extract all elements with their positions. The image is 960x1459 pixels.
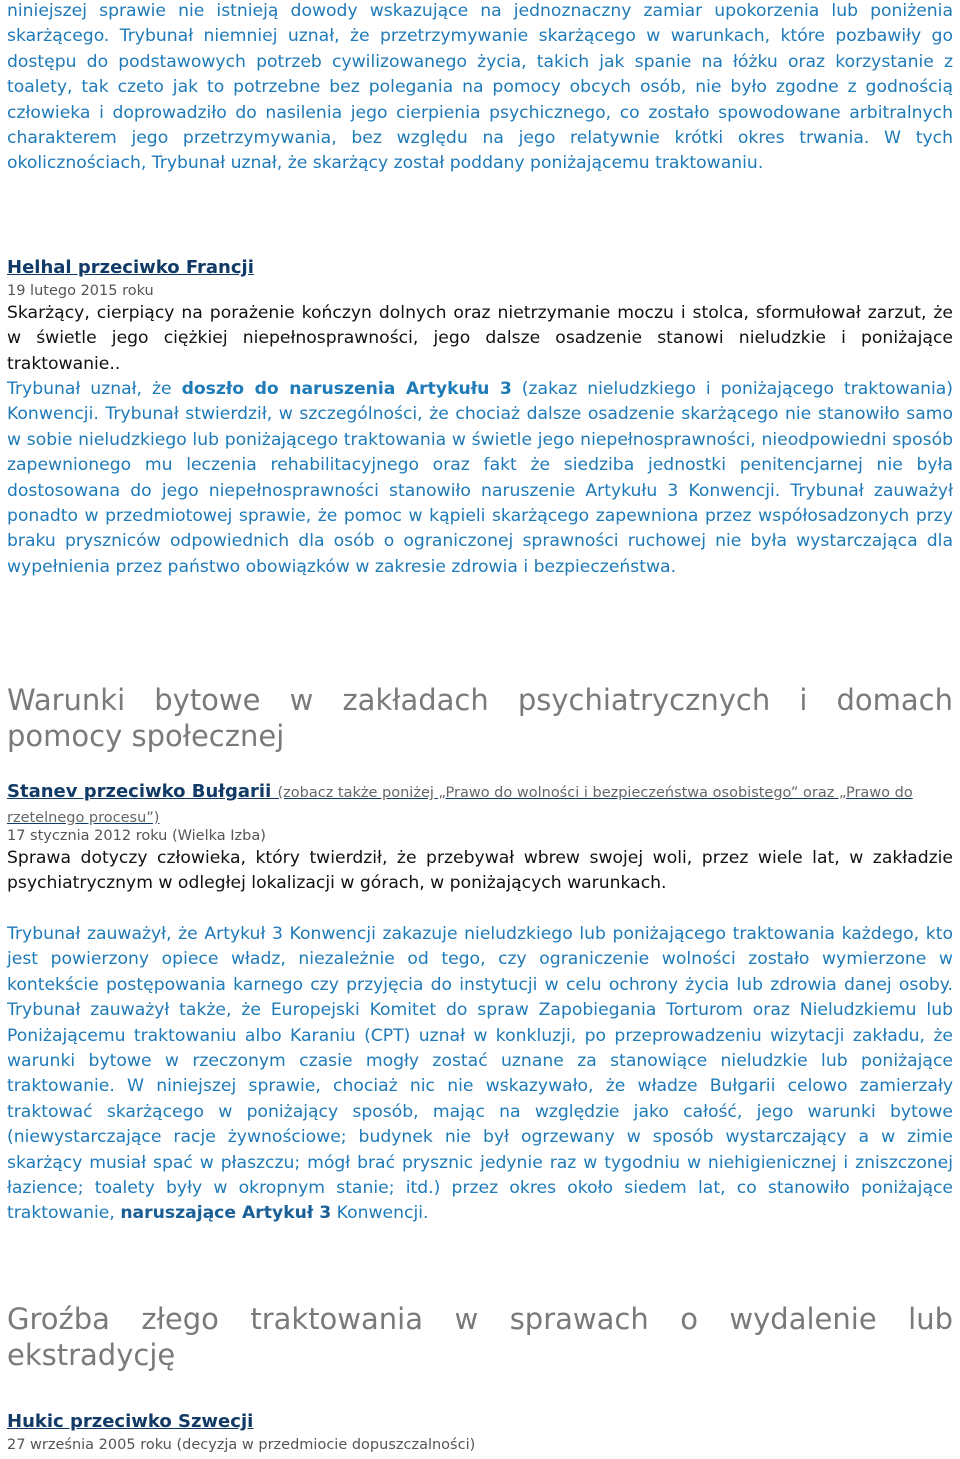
see-also-note: (zobacz także poniżej „Prawo do wolności i bezpieczeństwa osobistego” oraz „Prawo do rzetelnego procesu”) [7, 785, 913, 826]
case-link-helhal[interactable]: Helhal przeciwko Francji [7, 257, 254, 278]
ruling-text: (zakaz nieludzkiego i poniżającego traktowania) Konwencji. Trybunał stwierdził, w szczególności, że chociaż dalsze osadzenie skarżącego nie stanowiło samo w sobie nieludzkiego lub poniżającego traktowania w świetle jego niepełnosprawności, nieodpowiedni sposób zapewnionego mu leczenia rehabilitacyjnego oraz fakt że siedziba jednostki penitencjarnej nie była dostosowana do jego niepełnosprawności stanowiło naruszenie Artykułu 3 Konwencji. Trybunał zauważył ponadto w przedmiotowej sprawie, że pomoc w kąpieli skarżącego zapewniona przez współosadzonych przy braku pryszniców odpowiednich dla osób o ograniczonej sprawności ruchowej nie była wystarczająca dla wypełnienia przez państwo obowiązków w zakresie zdrowia i bezpieczeństwa. [7, 379, 954, 577]
case-ruling-stanev [7, 922, 953, 1227]
case-date-hukic: 27 września 2005 roku (decyzja w przedmiocie dopuszczalności) [7, 1437, 476, 1453]
section-heading-psychiatric: Warunki bytowe w zakładach psychiatrycznych i domach pomocy społecznej [7, 683, 953, 753]
case-link-hukic[interactable]: Hukic przeciwko Szwecji [7, 1411, 254, 1432]
ruling-text: Trybunał uznał, że [7, 379, 182, 399]
intro-paragraph: niniejszej sprawie nie istnieją dowody wskazujące na jednoznaczny zamiar upokorzenia lub poniżenia skarżącego. Trybunał niemniej uznał, że przetrzymywanie skarżącego w warunkach, które pozbawiły go dostępu do podstawowych potrzeb cywilizowanego życia, takich jak spanie na łóżku oraz korzystanie z toalety, tak czeto jak to potrzebne bez polegania na pomocy obcych osób, nie było zgodne z godnością człowieka i doprowadziło do nasilenia jego cierpienia psychicznego, co zostało spowodowane arbitralnych charakterem jego przetrzymywania, bez względu na jego relatywnie krótki okres trwania. W tych okolicznościach, Trybunał uznał, że skarżący został poddany poniżającemu traktowaniu. [7, 1, 953, 174]
case-title-hukic[interactable] [7, 1410, 253, 1434]
case-date-helhal: 19 lutego 2015 roku [7, 283, 154, 299]
case-title-stanev[interactable] [7, 780, 953, 830]
ruling-text: Konwencji. [331, 1203, 429, 1224]
ruling-violation: naruszające Artykuł 3 [120, 1203, 332, 1224]
case-facts-helhal: Skarżący, cierpiący na porażenie kończyn dolnych oraz nietrzymanie moczu i stolca, sformułował zarzut, że w świetle jego ciężkiej niepełnosprawności, jego dalsze osadzenie stanowi nieludzkie i poniżające traktowanie.. [7, 303, 953, 374]
ruling-violation: doszło do naruszenia Artykułu 3 [181, 379, 512, 399]
case-date-stanev: 17 stycznia 2012 roku (Wielka Izba) [7, 828, 266, 844]
ruling-text: Trybunał zauważył, że Artykuł 3 Konwencji zakazuje nieludzkiego lub poniżającego traktowania każdego, kto jest powierzony opiece władz, niezależnie od tego, czy ograniczenie wolności zostało wymierzone w kontekście postępowania karnego czy przyjęcia do instytucji w celu ochrony życia lub zdrowia danej osoby. Trybunał zauważył także, że Europejski Komitet do spraw Zapobiegania Torturom oraz Nieludzkiemu lub Poniżającemu traktowaniu albo Karaniu (CPT) uznał w konkluzji, po przeprowadzeniu wizytacji zakładu, że warunki bytowe w rzeczonym czasie mogły zostać uznane za stanowiące nieludzkie lub poniżające traktowanie. W niniejszej sprawie, chociaż nic nie wskazywało, że władze Bułgarii celowo zamierzały traktować skarżącego w poniżający sposób, mając na względzie jako całość, jego warunki bytowe (niewystarczające racje żywnościowe; budynek nie był ogrzewany w sposób wystarczający a w zimie skarżący musiał spać w płaszczu; mógł brać prysznic jedynie raz w tygodniu w niehigienicznej i zniszczonej łazience; toalety były w okropnym stanie; itd.) przez okres około siedem lat, co stanowiło poniżające traktowanie, [7, 924, 953, 1224]
case-ruling-helhal [7, 377, 953, 580]
case-link-stanev[interactable]: Stanev przeciwko Bułgarii [7, 781, 278, 802]
case-facts-stanev: Sprawa dotyczy człowieka, który twierdził, że przebywał wbrew swojej woli, przez wiele lat, w zakładzie psychiatrycznym w odległej lokalizacji w górach, w poniżających warunkach. [7, 848, 953, 894]
case-title-helhal[interactable] [7, 256, 254, 280]
section-heading-expulsion: Groźba złego traktowania w sprawach o wydalenie lub ekstradycję [7, 1302, 953, 1372]
